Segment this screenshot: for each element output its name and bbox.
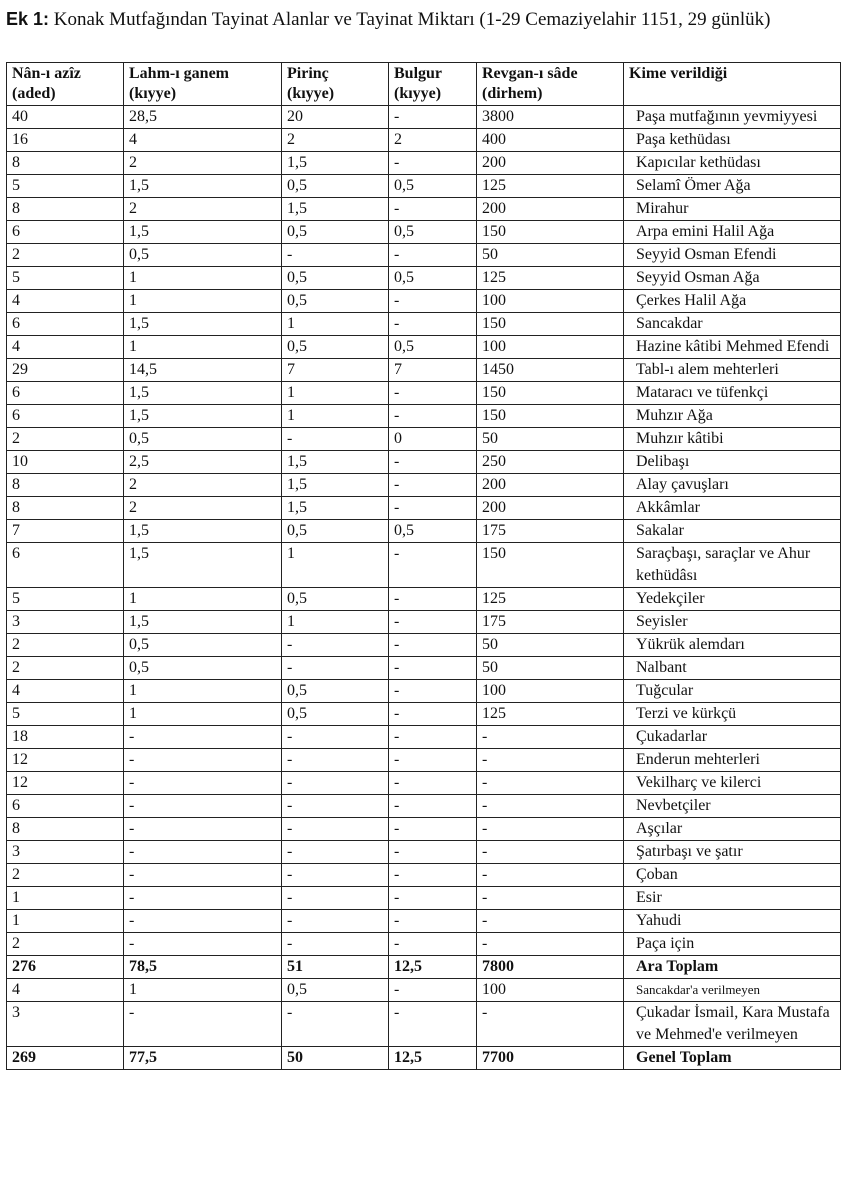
cell-meat: 1 bbox=[124, 703, 282, 726]
cell-meat: 1 bbox=[124, 267, 282, 290]
cell-bread: 3 bbox=[7, 611, 124, 634]
cell-rice: 1,5 bbox=[282, 497, 389, 520]
cell-bread: 2 bbox=[7, 634, 124, 657]
cell-butter: 150 bbox=[477, 543, 624, 588]
cell-meat: 1,5 bbox=[124, 543, 282, 588]
cell-bulgur: - bbox=[389, 290, 477, 313]
cell-bread: 5 bbox=[7, 267, 124, 290]
table-row bbox=[7, 795, 841, 818]
table-row bbox=[7, 772, 841, 795]
cell-meat: 1,5 bbox=[124, 313, 282, 336]
cell-meat: 2,5 bbox=[124, 451, 282, 474]
cell-rice: 0,5 bbox=[282, 221, 389, 244]
table-row bbox=[7, 267, 841, 290]
cell-butter: 150 bbox=[477, 313, 624, 336]
table-row bbox=[7, 336, 841, 359]
cell-butter: - bbox=[477, 933, 624, 956]
cell-butter: - bbox=[477, 1002, 624, 1047]
cell-butter: 200 bbox=[477, 497, 624, 520]
table-row bbox=[7, 864, 841, 887]
cell-butter: - bbox=[477, 887, 624, 910]
caption-label: Ek 1: bbox=[6, 9, 50, 29]
cell-meat: - bbox=[124, 772, 282, 795]
cell-bulgur: - bbox=[389, 887, 477, 910]
cell-meat: 1,5 bbox=[124, 382, 282, 405]
table-row bbox=[7, 680, 841, 703]
cell-recipient: Nalbant bbox=[624, 657, 841, 680]
table-row bbox=[7, 313, 841, 336]
cell-bulgur: - bbox=[389, 543, 477, 588]
cell-bulgur: - bbox=[389, 382, 477, 405]
table-row bbox=[7, 474, 841, 497]
cell-bulgur: - bbox=[389, 313, 477, 336]
cell-butter: - bbox=[477, 795, 624, 818]
cell-bulgur: - bbox=[389, 611, 477, 634]
table-row bbox=[7, 543, 841, 588]
cell-meat: 0,5 bbox=[124, 244, 282, 267]
cell-recipient: Hazine kâtibi Mehmed Efendi bbox=[624, 336, 841, 359]
cell-recipient: Akkâmlar bbox=[624, 497, 841, 520]
table-caption bbox=[6, 6, 836, 33]
cell-rice: 1,5 bbox=[282, 451, 389, 474]
cell-recipient: Selamî Ömer Ağa bbox=[624, 175, 841, 198]
cell-meat: 0,5 bbox=[124, 634, 282, 657]
cell-meat: 0,5 bbox=[124, 657, 282, 680]
cell-recipient: Seyyid Osman Ağa bbox=[624, 267, 841, 290]
cell-butter: 100 bbox=[477, 680, 624, 703]
cell-bread: 6 bbox=[7, 543, 124, 588]
cell-bulgur: - bbox=[389, 749, 477, 772]
cell-recipient: Esir bbox=[624, 887, 841, 910]
cell-rice: 0,5 bbox=[282, 680, 389, 703]
cell-bread: 3 bbox=[7, 841, 124, 864]
caption-text: Konak Mutfağından Tayinat Alanlar ve Tayinat Miktarı (1-29 Cemaziyelahir 1151, 29 günlük) bbox=[53, 9, 771, 30]
cell-recipient: Muhzır Ağa bbox=[624, 405, 841, 428]
cell-rice: 0,5 bbox=[282, 290, 389, 313]
cell-meat: 28,5 bbox=[124, 106, 282, 129]
cell-meat: - bbox=[124, 726, 282, 749]
cell-bread: 4 bbox=[7, 336, 124, 359]
cell-bread: 2 bbox=[7, 244, 124, 267]
cell-recipient: Delibaşı bbox=[624, 451, 841, 474]
table-row bbox=[7, 933, 841, 956]
table-row bbox=[7, 749, 841, 772]
cell-recipient: Paşa mutfağının yevmiyyesi bbox=[624, 106, 841, 129]
cell-bulgur: - bbox=[389, 680, 477, 703]
cell-butter: 1450 bbox=[477, 359, 624, 382]
cell-bread: 4 bbox=[7, 680, 124, 703]
table-row bbox=[7, 726, 841, 749]
cell-recipient: Saraçbaşı, saraçlar ve Ahur kethüdâsı bbox=[624, 543, 841, 588]
table-row bbox=[7, 359, 841, 382]
header-row bbox=[7, 63, 841, 106]
cell-rice: 1 bbox=[282, 611, 389, 634]
cell-recipient: Çoban bbox=[624, 864, 841, 887]
cell-recipient: Paça için bbox=[624, 933, 841, 956]
cell-butter: 50 bbox=[477, 428, 624, 451]
cell-bread: 269 bbox=[7, 1047, 124, 1070]
cell-rice: - bbox=[282, 910, 389, 933]
table-row bbox=[7, 152, 841, 175]
cell-meat: - bbox=[124, 910, 282, 933]
cell-rice: 0,5 bbox=[282, 267, 389, 290]
cell-butter: - bbox=[477, 772, 624, 795]
cell-recipient: Sancakdar bbox=[624, 313, 841, 336]
cell-bread: 29 bbox=[7, 359, 124, 382]
cell-butter: 125 bbox=[477, 703, 624, 726]
cell-bread: 1 bbox=[7, 887, 124, 910]
cell-meat: 1,5 bbox=[124, 520, 282, 543]
cell-butter: 50 bbox=[477, 634, 624, 657]
cell-meat: 1 bbox=[124, 680, 282, 703]
cell-bulgur: - bbox=[389, 910, 477, 933]
cell-meat: 0,5 bbox=[124, 428, 282, 451]
cell-rice: 50 bbox=[282, 1047, 389, 1070]
cell-meat: 2 bbox=[124, 497, 282, 520]
cell-bulgur: - bbox=[389, 106, 477, 129]
cell-meat: 2 bbox=[124, 152, 282, 175]
cell-butter: 100 bbox=[477, 979, 624, 1002]
cell-bread: 5 bbox=[7, 175, 124, 198]
cell-bread: 4 bbox=[7, 290, 124, 313]
cell-rice: - bbox=[282, 864, 389, 887]
cell-recipient: Muhzır kâtibi bbox=[624, 428, 841, 451]
cell-meat: - bbox=[124, 933, 282, 956]
table-body bbox=[7, 106, 841, 1070]
cell-meat: - bbox=[124, 749, 282, 772]
cell-bread: 12 bbox=[7, 749, 124, 772]
cell-meat: 1,5 bbox=[124, 405, 282, 428]
subtotal-row bbox=[7, 956, 841, 979]
cell-butter: 125 bbox=[477, 588, 624, 611]
cell-recipient: Paşa kethüdası bbox=[624, 129, 841, 152]
cell-meat: 2 bbox=[124, 474, 282, 497]
table-row bbox=[7, 198, 841, 221]
cell-bulgur: - bbox=[389, 795, 477, 818]
cell-rice: - bbox=[282, 634, 389, 657]
cell-rice: 7 bbox=[282, 359, 389, 382]
cell-butter: 250 bbox=[477, 451, 624, 474]
cell-rice: - bbox=[282, 795, 389, 818]
cell-bulgur: - bbox=[389, 841, 477, 864]
cell-rice: 1 bbox=[282, 382, 389, 405]
table-row bbox=[7, 887, 841, 910]
cell-meat: 4 bbox=[124, 129, 282, 152]
cell-bread: 2 bbox=[7, 657, 124, 680]
cell-rice: - bbox=[282, 933, 389, 956]
table-row bbox=[7, 703, 841, 726]
cell-bulgur: - bbox=[389, 405, 477, 428]
cell-bulgur: 12,5 bbox=[389, 956, 477, 979]
table-row bbox=[7, 175, 841, 198]
cell-recipient: Alay çavuşları bbox=[624, 474, 841, 497]
cell-recipient: Arpa emini Halil Ağa bbox=[624, 221, 841, 244]
cell-rice: - bbox=[282, 428, 389, 451]
cell-bulgur: - bbox=[389, 864, 477, 887]
cell-rice: 1,5 bbox=[282, 198, 389, 221]
cell-rice: - bbox=[282, 818, 389, 841]
cell-bulgur: - bbox=[389, 588, 477, 611]
cell-meat: - bbox=[124, 841, 282, 864]
cell-butter: 125 bbox=[477, 175, 624, 198]
cell-recipient: Kapıcılar kethüdası bbox=[624, 152, 841, 175]
table-row bbox=[7, 818, 841, 841]
cell-recipient: Vekilharç ve kilerci bbox=[624, 772, 841, 795]
cell-bulgur: 0,5 bbox=[389, 520, 477, 543]
total-row bbox=[7, 1047, 841, 1070]
cell-butter: 7700 bbox=[477, 1047, 624, 1070]
cell-rice: - bbox=[282, 657, 389, 680]
cell-meat: 14,5 bbox=[124, 359, 282, 382]
cell-bulgur: - bbox=[389, 152, 477, 175]
cell-meat: - bbox=[124, 818, 282, 841]
cell-rice: - bbox=[282, 749, 389, 772]
cell-meat: 1 bbox=[124, 290, 282, 313]
cell-rice: - bbox=[282, 244, 389, 267]
table-row bbox=[7, 910, 841, 933]
cell-bread: 10 bbox=[7, 451, 124, 474]
cell-rice: 0,5 bbox=[282, 336, 389, 359]
cell-bread: 8 bbox=[7, 818, 124, 841]
cell-recipient: Enderun mehterleri bbox=[624, 749, 841, 772]
cell-bread: 6 bbox=[7, 313, 124, 336]
cell-rice: - bbox=[282, 841, 389, 864]
cell-bulgur: - bbox=[389, 726, 477, 749]
cell-bulgur: 7 bbox=[389, 359, 477, 382]
cell-bread: 2 bbox=[7, 864, 124, 887]
cell-butter: - bbox=[477, 818, 624, 841]
cell-bulgur: 0,5 bbox=[389, 267, 477, 290]
cell-bulgur: - bbox=[389, 474, 477, 497]
cell-butter: 400 bbox=[477, 129, 624, 152]
cell-bread: 276 bbox=[7, 956, 124, 979]
table-row bbox=[7, 428, 841, 451]
cell-butter: 125 bbox=[477, 267, 624, 290]
cell-butter: 100 bbox=[477, 336, 624, 359]
cell-bread: 5 bbox=[7, 703, 124, 726]
cell-butter: 150 bbox=[477, 221, 624, 244]
cell-recipient: Tabl-ı alem mehterleri bbox=[624, 359, 841, 382]
cell-meat: - bbox=[124, 887, 282, 910]
cell-meat: 1 bbox=[124, 979, 282, 1002]
cell-meat: 1 bbox=[124, 588, 282, 611]
cell-bulgur: - bbox=[389, 244, 477, 267]
cell-recipient: Seyyid Osman Efendi bbox=[624, 244, 841, 267]
cell-bulgur: - bbox=[389, 772, 477, 795]
cell-rice: 0,5 bbox=[282, 588, 389, 611]
cell-recipient: Terzi ve kürkçü bbox=[624, 703, 841, 726]
cell-bulgur: 0,5 bbox=[389, 221, 477, 244]
cell-recipient: Seyisler bbox=[624, 611, 841, 634]
cell-meat: 77,5 bbox=[124, 1047, 282, 1070]
cell-butter: 200 bbox=[477, 474, 624, 497]
cell-rice: 20 bbox=[282, 106, 389, 129]
cell-butter: - bbox=[477, 910, 624, 933]
cell-bulgur: - bbox=[389, 979, 477, 1002]
table-row bbox=[7, 634, 841, 657]
cell-recipient: Çukadarlar bbox=[624, 726, 841, 749]
document-page bbox=[4, 0, 840, 1066]
cell-rice: 1 bbox=[282, 313, 389, 336]
cell-bread: 1 bbox=[7, 910, 124, 933]
cell-bread: 2 bbox=[7, 428, 124, 451]
table-row bbox=[7, 106, 841, 129]
cell-butter: 3800 bbox=[477, 106, 624, 129]
cell-rice: 1,5 bbox=[282, 152, 389, 175]
cell-bread: 18 bbox=[7, 726, 124, 749]
cell-bulgur: - bbox=[389, 451, 477, 474]
cell-recipient: Sakalar bbox=[624, 520, 841, 543]
cell-butter: 150 bbox=[477, 382, 624, 405]
table-row bbox=[7, 221, 841, 244]
cell-bread: 7 bbox=[7, 520, 124, 543]
cell-butter: - bbox=[477, 841, 624, 864]
cell-bread: 8 bbox=[7, 198, 124, 221]
cell-recipient: Sancakdar'a verilmeyen bbox=[624, 979, 841, 1002]
cell-rice: 0,5 bbox=[282, 520, 389, 543]
cell-rice: - bbox=[282, 772, 389, 795]
header-butter: Revgan-ı sâde (dirhem) bbox=[477, 63, 624, 106]
cell-bulgur: - bbox=[389, 497, 477, 520]
cell-rice: 51 bbox=[282, 956, 389, 979]
cell-bulgur: - bbox=[389, 1002, 477, 1047]
cell-rice: 1 bbox=[282, 543, 389, 588]
cell-butter: 200 bbox=[477, 198, 624, 221]
cell-recipient: Çukadar İsmail, Kara Mustafa ve Mehmed'e verilmeyen bbox=[624, 1002, 841, 1047]
cell-recipient: Şatırbaşı ve şatır bbox=[624, 841, 841, 864]
cell-butter: - bbox=[477, 864, 624, 887]
header-bulgur: Bulgur (kıyye) bbox=[389, 63, 477, 106]
cell-butter: 7800 bbox=[477, 956, 624, 979]
cell-meat: - bbox=[124, 864, 282, 887]
table-row bbox=[7, 611, 841, 634]
header-meat: Lahm-ı ganem (kıyye) bbox=[124, 63, 282, 106]
cell-recipient: Genel Toplam bbox=[624, 1047, 841, 1070]
cell-meat: 1 bbox=[124, 336, 282, 359]
cell-bread: 5 bbox=[7, 588, 124, 611]
rations-table bbox=[6, 62, 841, 1070]
table-row bbox=[7, 290, 841, 313]
cell-rice: 0,5 bbox=[282, 979, 389, 1002]
cell-bread: 8 bbox=[7, 497, 124, 520]
cell-recipient: Yedekçiler bbox=[624, 588, 841, 611]
cell-recipient: Yükrük alemdarı bbox=[624, 634, 841, 657]
cell-bread: 6 bbox=[7, 382, 124, 405]
cell-bulgur: 2 bbox=[389, 129, 477, 152]
cell-bulgur: - bbox=[389, 703, 477, 726]
cell-bulgur: - bbox=[389, 198, 477, 221]
cell-recipient: Mataracı ve tüfenkçi bbox=[624, 382, 841, 405]
header-bread: Nân-ı azîz (aded) bbox=[7, 63, 124, 106]
cell-recipient: Mirahur bbox=[624, 198, 841, 221]
cell-bulgur: - bbox=[389, 657, 477, 680]
cell-butter: - bbox=[477, 749, 624, 772]
cell-rice: 0,5 bbox=[282, 175, 389, 198]
deduction-row bbox=[7, 1002, 841, 1047]
cell-rice: 0,5 bbox=[282, 703, 389, 726]
cell-bread: 3 bbox=[7, 1002, 124, 1047]
cell-rice: - bbox=[282, 726, 389, 749]
header-recipient: Kime verildiği bbox=[624, 63, 841, 106]
cell-bread: 4 bbox=[7, 979, 124, 1002]
cell-meat: 1,5 bbox=[124, 175, 282, 198]
cell-meat: 2 bbox=[124, 198, 282, 221]
cell-bulgur: 12,5 bbox=[389, 1047, 477, 1070]
table-row bbox=[7, 841, 841, 864]
table-row bbox=[7, 451, 841, 474]
header-rice: Pirinç (kıyye) bbox=[282, 63, 389, 106]
cell-meat: 1,5 bbox=[124, 611, 282, 634]
cell-butter: 50 bbox=[477, 657, 624, 680]
cell-bulgur: 0,5 bbox=[389, 336, 477, 359]
table-row bbox=[7, 382, 841, 405]
cell-bread: 2 bbox=[7, 933, 124, 956]
table-row bbox=[7, 588, 841, 611]
cell-bread: 16 bbox=[7, 129, 124, 152]
cell-butter: - bbox=[477, 726, 624, 749]
cell-rice: - bbox=[282, 887, 389, 910]
cell-bulgur: 0,5 bbox=[389, 175, 477, 198]
cell-butter: 150 bbox=[477, 405, 624, 428]
cell-bread: 8 bbox=[7, 152, 124, 175]
cell-meat: - bbox=[124, 1002, 282, 1047]
cell-bread: 6 bbox=[7, 795, 124, 818]
cell-recipient: Tuğcular bbox=[624, 680, 841, 703]
cell-butter: 100 bbox=[477, 290, 624, 313]
table-row bbox=[7, 244, 841, 267]
cell-bread: 6 bbox=[7, 221, 124, 244]
deduction-row bbox=[7, 979, 841, 1002]
cell-meat: - bbox=[124, 795, 282, 818]
cell-recipient: Nevbetçiler bbox=[624, 795, 841, 818]
cell-rice: - bbox=[282, 1002, 389, 1047]
cell-butter: 175 bbox=[477, 520, 624, 543]
cell-butter: 175 bbox=[477, 611, 624, 634]
cell-rice: 1,5 bbox=[282, 474, 389, 497]
cell-recipient: Ara Toplam bbox=[624, 956, 841, 979]
cell-recipient: Aşçılar bbox=[624, 818, 841, 841]
table-row bbox=[7, 405, 841, 428]
table-row bbox=[7, 497, 841, 520]
table-row bbox=[7, 657, 841, 680]
cell-meat: 1,5 bbox=[124, 221, 282, 244]
cell-bulgur: 0 bbox=[389, 428, 477, 451]
cell-bread: 6 bbox=[7, 405, 124, 428]
cell-butter: 200 bbox=[477, 152, 624, 175]
cell-bulgur: - bbox=[389, 933, 477, 956]
cell-bulgur: - bbox=[389, 634, 477, 657]
cell-meat: 78,5 bbox=[124, 956, 282, 979]
cell-bulgur: - bbox=[389, 818, 477, 841]
table-row bbox=[7, 129, 841, 152]
cell-bread: 8 bbox=[7, 474, 124, 497]
cell-recipient: Yahudi bbox=[624, 910, 841, 933]
cell-rice: 2 bbox=[282, 129, 389, 152]
cell-bread: 12 bbox=[7, 772, 124, 795]
cell-rice: 1 bbox=[282, 405, 389, 428]
cell-butter: 50 bbox=[477, 244, 624, 267]
cell-bread: 40 bbox=[7, 106, 124, 129]
cell-recipient: Çerkes Halil Ağa bbox=[624, 290, 841, 313]
table-row bbox=[7, 520, 841, 543]
